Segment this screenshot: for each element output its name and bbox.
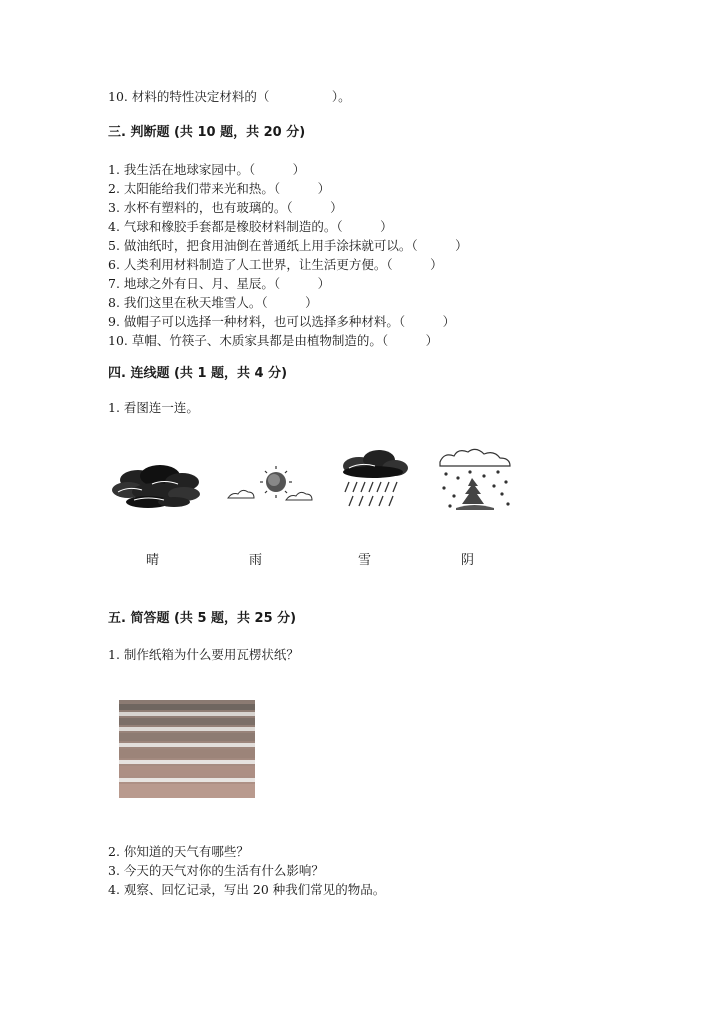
weather-label-snow: 雪 — [358, 553, 372, 568]
true-false-item-1: 1. 我生活在地球家园中。（ ） — [108, 162, 306, 177]
overcast-cloud-icon — [108, 462, 204, 512]
true-false-item-8: 8. 我们这里在秋天堆雪人。（ ） — [108, 295, 318, 310]
true-false-item-10: 10. 草帽、竹筷子、木质家具都是由植物制造的。（ ） — [108, 333, 439, 348]
weather-label-sunny: 晴 — [146, 553, 160, 568]
true-false-list — [108, 160, 468, 350]
section-3-heading: 三. 判断题 (共 10 题，共 20 分) — [108, 125, 306, 140]
true-false-item-4: 4. 气球和橡胶手套都是橡胶材料制造的。（ ） — [108, 219, 393, 234]
true-false-item-9: 9. 做帽子可以选择一种材料，也可以选择多种材料。（ ） — [108, 314, 456, 329]
true-false-item-2: 2. 太阳能给我们带来光和热。（ ） — [108, 181, 331, 196]
weather-label-overcast: 阴 — [461, 553, 475, 568]
true-false-item-3: 3. 水杯有塑料的，也有玻璃的。（ ） — [108, 200, 343, 215]
short-answer-question-4: 4. 观察、回忆记录，写出 20 种我们常见的物品。 — [108, 882, 386, 897]
short-answer-question-3: 3. 今天的天气对你的生活有什么影响？ — [108, 863, 324, 878]
question-10-previous: 10. 材料的特性决定材料的（ ）。 — [108, 89, 351, 104]
rainy-icon — [335, 448, 411, 512]
snowy-icon — [436, 448, 516, 514]
matching-question-1: 1. 看图连一连。 — [108, 400, 199, 415]
true-false-item-7: 7. 地球之外有日、月、星辰。（ ） — [108, 276, 331, 291]
weather-label-rain: 雨 — [249, 553, 263, 568]
section-4-heading: 四. 连线题 (共 1 题，共 4 分) — [108, 366, 288, 381]
corrugated-cardboard-photo — [119, 700, 255, 798]
short-answer-question-1: 1. 制作纸箱为什么要用瓦楞状纸？ — [108, 647, 299, 662]
section-5-heading: 五. 简答题 (共 5 题，共 25 分) — [108, 611, 297, 626]
true-false-item-6: 6. 人类利用材料制造了人工世界，让生活更方便。（ ） — [108, 257, 443, 272]
short-answer-question-2: 2. 你知道的天气有哪些？ — [108, 844, 249, 859]
true-false-item-5: 5. 做油纸时，把食用油倒在普通纸上用手涂抹就可以。（ ） — [108, 238, 468, 253]
sunny-icon — [226, 462, 316, 506]
